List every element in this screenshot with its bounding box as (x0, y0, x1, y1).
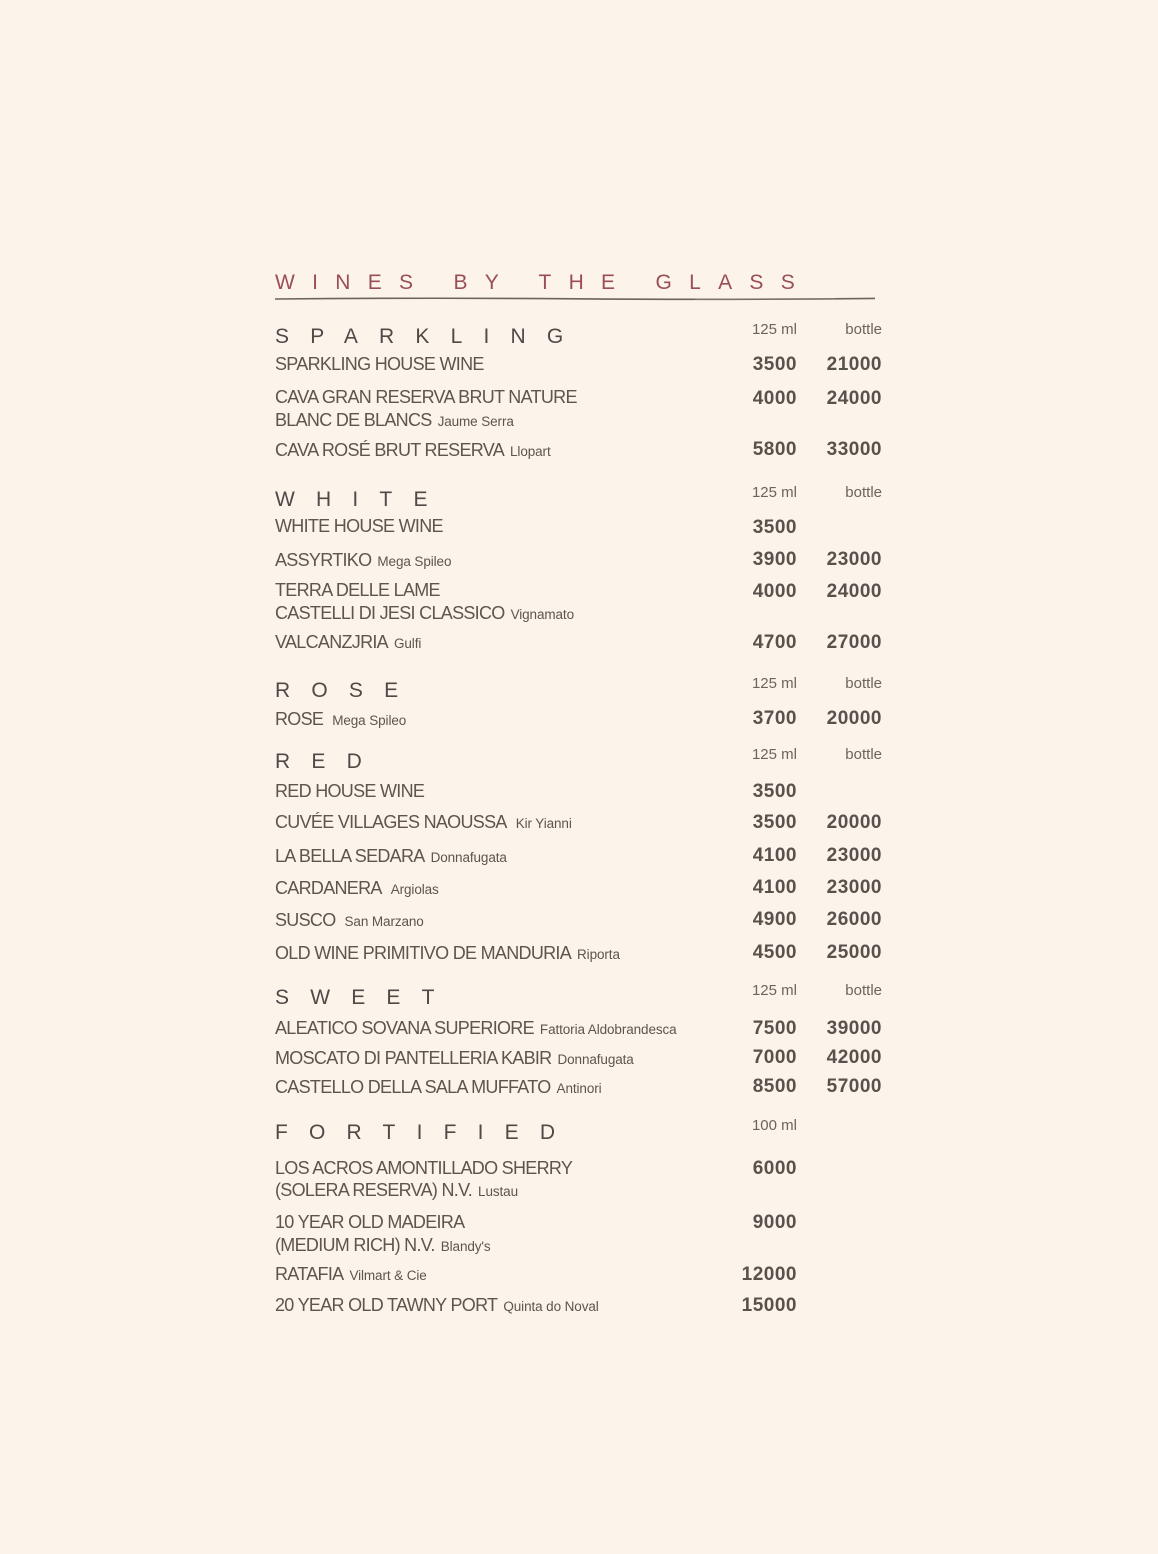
glass-price: 8500 (752, 1076, 797, 1097)
producer: Jaume Serra (437, 414, 514, 429)
section-red (275, 746, 885, 780)
glass-price: 15000 (741, 1295, 797, 1316)
producer: Kir Yianni (515, 816, 572, 831)
wine-name: ROSE Mega Spileo (275, 709, 407, 729)
producer: Vilmart & Cie (349, 1268, 427, 1283)
glass-price: 3500 (752, 812, 797, 833)
wine-item (275, 909, 885, 939)
producer: Mega Spileo (377, 554, 452, 569)
wine-name: RED HOUSE WINE (275, 781, 425, 801)
producer: Argiolas (390, 882, 439, 897)
glass-price: 12000 (741, 1264, 797, 1285)
wine-item (275, 353, 885, 383)
section-title: RED (275, 750, 383, 773)
wine-name: CASTELLO DELLA SALA MUFFATO Antinori (275, 1077, 602, 1097)
producer: Llopart (510, 444, 551, 459)
producer: Donnafugata (430, 850, 507, 865)
wine-name: CUVÉE VILLAGES NAOUSSA Kir Yianni (275, 812, 572, 832)
bottle-price: 57000 (826, 1076, 882, 1097)
bottle-price: 42000 (826, 1047, 882, 1068)
wine-name-line2: (MEDIUM RICH) N.V. Blandy's (275, 1235, 491, 1255)
bottle-header: bottle (845, 321, 882, 338)
bottle-price: 24000 (826, 388, 882, 409)
wine-item (275, 845, 885, 875)
wine-name-line2: (SOLERA RESERVA) N.V. Lustau (275, 1180, 518, 1200)
section-title: ROSE (275, 679, 420, 702)
producer: San Marzano (344, 914, 424, 929)
wine-item (275, 386, 885, 436)
wine-item (275, 708, 885, 738)
glass-size-header: 125 ml (751, 675, 797, 692)
section-white (275, 484, 885, 518)
producer: Riporta (577, 947, 620, 962)
producer: Antinori (556, 1081, 602, 1096)
wine-item (275, 811, 885, 841)
glass-price: 3500 (752, 781, 797, 802)
glass-price: 4700 (752, 632, 797, 653)
wine-item (275, 579, 885, 629)
producer: Blandy's (440, 1239, 491, 1254)
bottle-price: 20000 (826, 812, 882, 833)
section-sweet (275, 982, 885, 1016)
wine-name: 10 YEAR OLD MADEIRA (275, 1212, 465, 1232)
bottle-price: 27000 (826, 632, 882, 653)
section-title: WHITE (275, 488, 449, 511)
producer: Quinta do Noval (503, 1299, 599, 1314)
glass-price: 4100 (752, 845, 797, 866)
wine-item (275, 1047, 885, 1077)
bottle-header: bottle (845, 675, 882, 692)
wine-name: CARDANERA Argiolas (275, 878, 439, 898)
wine-name-line2: BLANC DE BLANCS Jaume Serra (275, 410, 514, 430)
bottle-price: 23000 (826, 877, 882, 898)
wine-name: 20 YEAR OLD TAWNY PORT Quinta do Noval (275, 1295, 599, 1315)
glass-price: 7500 (752, 1018, 797, 1039)
wine-name: RATAFIA Vilmart & Cie (275, 1264, 427, 1284)
wine-name: LOS ACROS AMONTILLADO SHERRY (275, 1158, 573, 1178)
section-title: SWEET (275, 986, 456, 1009)
bottle-price: 23000 (826, 549, 882, 570)
wine-name: SPARKLING HOUSE WINE (275, 354, 484, 374)
bottle-price: 39000 (826, 1018, 882, 1039)
bottle-price: 21000 (826, 354, 882, 375)
bottle-header: bottle (845, 484, 882, 501)
producer: Lustau (478, 1184, 518, 1199)
wine-item (275, 780, 885, 810)
wine-item (275, 1263, 885, 1293)
wine-item (275, 1017, 885, 1047)
glass-price: 4500 (752, 942, 797, 963)
glass-size-header: 125 ml (751, 746, 797, 763)
wine-item (275, 439, 885, 469)
glass-price: 3500 (752, 517, 797, 538)
wine-name: MOSCATO DI PANTELLERIA KABIR Donnafugata (275, 1048, 634, 1068)
wine-name: CAVA GRAN RESERVA BRUT NATURE (275, 387, 577, 407)
bottle-price: 26000 (826, 909, 882, 930)
producer: Mega Spileo (332, 713, 407, 728)
wine-name: CAVA ROSÉ BRUT RESERVA Llopart (275, 440, 551, 460)
producer: Donnafugata (557, 1052, 634, 1067)
glass-size-header: 125 ml (751, 484, 797, 501)
wine-item (275, 631, 885, 661)
bottle-price: 25000 (826, 942, 882, 963)
section-fortified (275, 1117, 885, 1151)
glass-size-header: 125 ml (751, 321, 797, 338)
wine-name-line2: CASTELLI DI JESI CLASSICO Vignamato (275, 603, 574, 623)
wine-item (275, 877, 885, 907)
wine-name: WHITE HOUSE WINE (275, 516, 443, 536)
bottle-price: 24000 (826, 581, 882, 602)
wine-item (275, 549, 885, 579)
section-title: FORTIFIED (275, 1121, 577, 1144)
glass-price: 9000 (752, 1212, 797, 1233)
bottle-price: 33000 (826, 439, 882, 460)
wine-name: VALCANZJRIA Gulfi (275, 632, 422, 652)
page-title: WINES BY THE GLASS (275, 271, 813, 294)
section-rose (275, 675, 885, 709)
wine-item (275, 1294, 885, 1324)
glass-price: 4900 (752, 909, 797, 930)
bottle-price: 23000 (826, 845, 882, 866)
producer: Fattoria Aldobrandesca (539, 1022, 677, 1037)
bottle-header: bottle (845, 746, 882, 763)
title-underline (275, 296, 875, 302)
bottle-header: bottle (845, 982, 882, 999)
bottle-price: 20000 (826, 708, 882, 729)
wine-item (275, 1157, 885, 1207)
wine-item (275, 1211, 885, 1261)
producer: Gulfi (394, 636, 422, 651)
glass-price: 3700 (752, 708, 797, 729)
wine-item (275, 1076, 885, 1106)
wine-name: SUSCO San Marzano (275, 910, 424, 930)
glass-size-header: 100 ml (751, 1117, 797, 1134)
wine-name: TERRA DELLE LAME (275, 580, 440, 600)
glass-price: 4000 (752, 581, 797, 602)
wine-name: OLD WINE PRIMITIVO DE MANDURIA Riporta (275, 943, 620, 963)
glass-size-header: 125 ml (751, 982, 797, 999)
glass-price: 6000 (752, 1158, 797, 1179)
wine-name: ALEATICO SOVANA SUPERIORE Fattoria Aldobrandesca (275, 1018, 677, 1038)
wine-name: ASSYRTIKO Mega Spileo (275, 550, 452, 570)
section-title: SPARKLING (275, 325, 585, 348)
wine-item (275, 942, 885, 972)
glass-price: 5800 (752, 439, 797, 460)
glass-price: 4000 (752, 388, 797, 409)
producer: Vignamato (510, 607, 574, 622)
glass-price: 7000 (752, 1047, 797, 1068)
section-sparkling (275, 321, 885, 355)
wine-name: LA BELLA SEDARA Donnafugata (275, 846, 507, 866)
glass-price: 3500 (752, 354, 797, 375)
glass-price: 4100 (752, 877, 797, 898)
glass-price: 3900 (752, 549, 797, 570)
wine-item (275, 515, 885, 545)
